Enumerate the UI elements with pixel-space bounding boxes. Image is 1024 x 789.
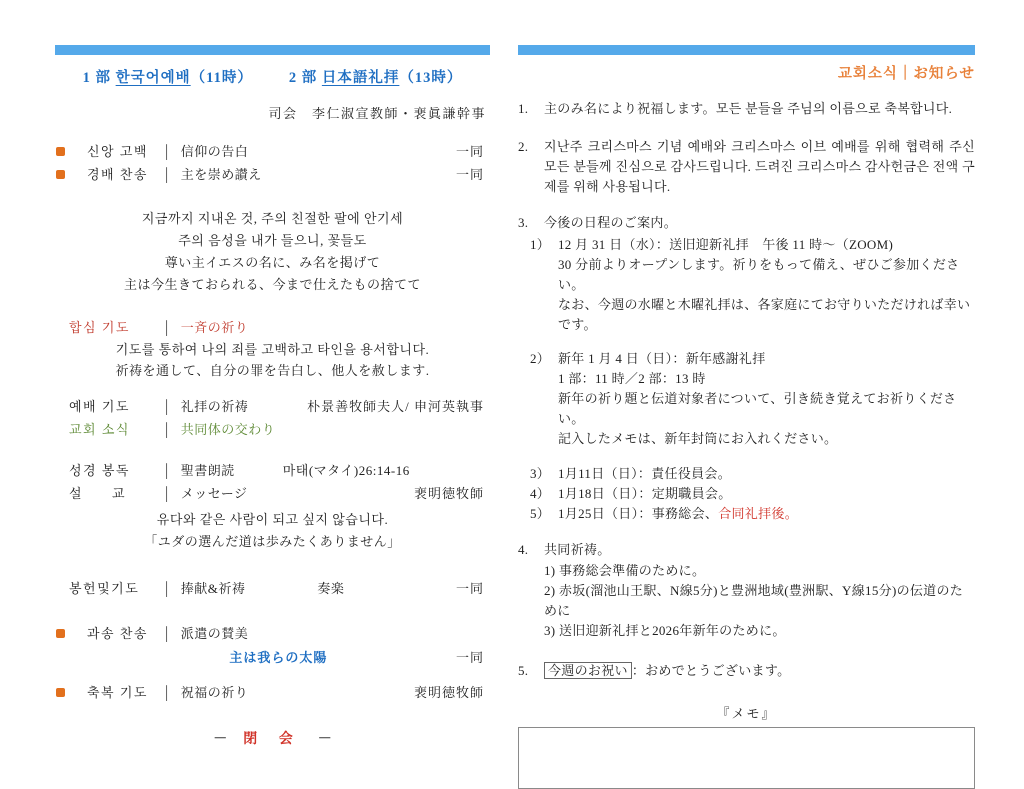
- closing-dash: －: [317, 732, 332, 747]
- hymn-line: 主は今生きておられる、今まで仕えたもの捨てて: [123, 277, 421, 292]
- row-performer: 一同: [455, 581, 484, 596]
- row-label-ko: 합심 기도: [69, 320, 130, 335]
- union-prayer-note-ko: 기도를 통하여 나의 죄를 고백하고 타인을 용서합니다.: [115, 342, 430, 357]
- program-row-union-prayer: [55, 316, 490, 339]
- closing-line: [55, 728, 490, 748]
- row-label-ja: 共同体の交わり: [180, 422, 276, 437]
- row-label-ko: 경배 찬송: [87, 167, 148, 182]
- sending-song-row: [55, 647, 490, 669]
- row-performer: 朴景善牧師夫人/ 申河英執事: [307, 399, 484, 414]
- sub-number: 2）: [530, 351, 551, 366]
- service-part2: [289, 66, 463, 87]
- program-row-sermon: [55, 482, 490, 505]
- separator-bar: │: [162, 399, 172, 414]
- item-text: 主のみ名により祝福します。모든 분들을 주님의 이름으로 축복합니다.: [544, 101, 953, 116]
- right-top-bar: [518, 45, 975, 55]
- announcement-1: [518, 99, 975, 119]
- row-performer: 一同: [455, 650, 484, 665]
- closing-text: 閉 会: [243, 732, 302, 747]
- left-top-bar: [55, 45, 490, 55]
- part1-name: 한국어예배: [115, 70, 191, 86]
- row-label-ja: 一斉の祈り: [180, 320, 249, 335]
- hymn-verse: [55, 208, 490, 296]
- program-row-church-news: [55, 418, 490, 441]
- item-number: 3.: [518, 215, 529, 230]
- hymn-line: 尊い主イエスの名に、み名を掲げて: [164, 255, 381, 270]
- sub-text: 1月11日（日）：責任役員会。: [558, 466, 732, 481]
- item-text: 今後の日程のご案内。: [544, 215, 678, 230]
- part2-number: 2 部: [288, 70, 322, 86]
- row-performer: 裵明徳牧師: [413, 486, 484, 501]
- row-label-ja: 信仰の告白: [180, 144, 249, 159]
- separator-bar: │: [162, 581, 172, 596]
- item-text: 지난주 크리스마스 기념 예배와 크리스마스 이브 예배를 위해 협력해 주신 모든 분들께 진심으로 감사드립니다. 드려진 크리스마스 감사헌금은 전액 구제를 위해 사용됩니다.: [544, 139, 975, 194]
- row-label-ja: 派遣の賛美: [180, 626, 249, 641]
- prayer-item-1: 1) 事務総会準備のために。: [544, 563, 706, 578]
- scripture-reference: 마태(マタイ)26:14-16: [282, 463, 410, 478]
- prayer-item-3: 3) 送旧迎新礼拝と2026年新年のために。: [544, 623, 786, 638]
- sub-text: 新年 1 月 4 日（日）：新年感謝礼拝: [558, 351, 766, 366]
- sending-song-title: 主は我らの太陽: [229, 650, 328, 665]
- row-label-ko: 축복 기도: [87, 685, 148, 700]
- row-performer: 一同: [455, 144, 484, 159]
- schedule-item-2: [518, 349, 975, 369]
- row-label-ja: 聖書朗読: [180, 463, 235, 478]
- announcements-header: 교회소식｜お知らせ: [837, 66, 975, 82]
- item-number: 2.: [518, 139, 529, 154]
- bullet-square-icon: [56, 170, 65, 179]
- item-number: 4.: [518, 542, 529, 557]
- row-performer: 一同: [455, 167, 484, 182]
- announcements-column: [518, 45, 975, 789]
- sub-text-black: 1月25日（日）：事務総会、: [558, 506, 719, 521]
- hymn-line: 지금까지 지내온 것, 주의 친절한 팔에 안기세: [141, 211, 404, 226]
- schedule-item-1-note2: なお、今週の水曜と木曜礼拝は、各家庭にてお守りいただければ幸いです。: [558, 297, 971, 332]
- part2-time: （13時）: [399, 70, 463, 86]
- mc-line: 司会 李仁淑宣教師・裵眞謙幹事: [268, 106, 486, 121]
- memo-title: 『メモ』: [716, 706, 777, 721]
- separator-bar: │: [162, 144, 172, 159]
- program-row-blessing: [55, 681, 490, 704]
- sub-number: 4）: [530, 486, 551, 501]
- prayer-item-2: 2) 赤坂(溜池山王駅、N線5分)と豊洲地域(豊洲駅、Y線15分)の伝道のために: [544, 583, 964, 618]
- union-prayer-note-ja: 祈祷を通して、自分の罪を告白し、他人を赦します.: [115, 363, 430, 378]
- program-row-praise: [55, 163, 490, 186]
- item-number: 5.: [518, 663, 529, 678]
- separator-bar: │: [162, 463, 172, 478]
- sub-text: [558, 504, 975, 524]
- service-part1: [83, 66, 253, 87]
- separator-bar: │: [162, 167, 172, 182]
- announcement-5: [518, 661, 975, 681]
- bullet-square-icon: [56, 629, 65, 638]
- memo-box: [518, 727, 975, 789]
- row-label-ko: 설 교: [69, 486, 127, 501]
- row-label-ja: メッセージ: [180, 486, 248, 501]
- separator-bar: │: [162, 320, 172, 335]
- sub-number: 1）: [530, 237, 551, 252]
- program-row-offering: [55, 577, 490, 600]
- row-label-ko: 봉헌및기도: [69, 581, 140, 596]
- schedule-item-2-note2: 記入したメモは、新年封筒にお入れください。: [558, 431, 838, 446]
- schedule-item-1: [518, 235, 975, 255]
- program-row-faith: [55, 140, 490, 163]
- schedule-item-4: [518, 484, 975, 504]
- schedule-item-2-note: 新年の祈り題と伝道対象者について、引き続き覚えてお祈りください。: [558, 391, 957, 426]
- schedule-item-1-note: 30 分前よりオープンします。祈りをもって備え、ぜひご参加ください。: [558, 257, 960, 292]
- sub-number: 5）: [530, 506, 551, 521]
- separator-bar: │: [162, 486, 172, 501]
- hymn-line: 주의 음성을 내가 들으니, 꽃들도: [178, 233, 367, 248]
- schedule-item-5: [518, 504, 975, 524]
- part2-name: 日本語礼拝: [321, 70, 400, 86]
- part1-time: （11時）: [190, 70, 253, 86]
- separator-bar: │: [162, 422, 172, 437]
- announcement-2: [518, 137, 975, 197]
- closing-dash: －: [213, 732, 228, 747]
- program-row-worship-prayer: [55, 395, 490, 418]
- schedule-item-2-time: 1 部：11 時／2 部：13 時: [558, 371, 706, 386]
- bullet-square-icon: [56, 688, 65, 697]
- item-text: 共同祈祷。: [544, 542, 611, 557]
- separator-bar: │: [162, 685, 172, 700]
- sermon-title-ja: 「ユダの選んだ道は歩みたくありません」: [144, 534, 401, 549]
- item-text: [544, 661, 975, 681]
- sub-text-red: 合同礼拝後。: [718, 506, 799, 521]
- row-label-ko: 신앙 고백: [87, 144, 148, 159]
- row-label-ko: 성경 봉독: [69, 463, 130, 478]
- offering-music: 奏楽: [317, 581, 345, 596]
- row-label-ko: 예배 기도: [69, 399, 130, 414]
- item-number: 1.: [518, 101, 529, 116]
- program-row-sending: [55, 622, 490, 645]
- row-label-ko: 교회 소식: [69, 422, 130, 437]
- sermon-title-ko: 유다와 같은 사람이 되고 싶지 않습니다.: [156, 512, 389, 527]
- row-label-ja: 捧献&祈祷: [180, 581, 246, 596]
- row-label-ja: 礼拝の祈祷: [180, 399, 249, 414]
- announcement-3: [518, 213, 975, 233]
- celebration-boxed-label: 今週のお祝い: [544, 662, 632, 679]
- celebration-text: ：おめでとうございます。: [631, 663, 791, 678]
- announcement-4: [518, 540, 975, 560]
- row-performer: 裵明徳牧師: [413, 685, 484, 700]
- program-row-scripture: [55, 459, 490, 482]
- row-label-ja: 主を崇め讃え: [180, 167, 262, 182]
- sub-number: 3）: [530, 466, 551, 481]
- bullet-square-icon: [56, 147, 65, 156]
- separator-bar: │: [162, 626, 172, 641]
- part1-number: 1 部: [82, 70, 116, 86]
- sub-text: 1月18日（日）：定期職員会。: [558, 486, 732, 501]
- row-label-ko: 과송 찬송: [87, 626, 148, 641]
- service-title: [55, 66, 490, 87]
- sub-text: 12 月 31 日（水）：送旧迎新礼拝 午後 11 時～（ZOOM): [558, 237, 894, 252]
- row-label-ja: 祝福の祈り: [180, 685, 249, 700]
- worship-order-column: [55, 45, 490, 748]
- schedule-item-3: [518, 464, 975, 484]
